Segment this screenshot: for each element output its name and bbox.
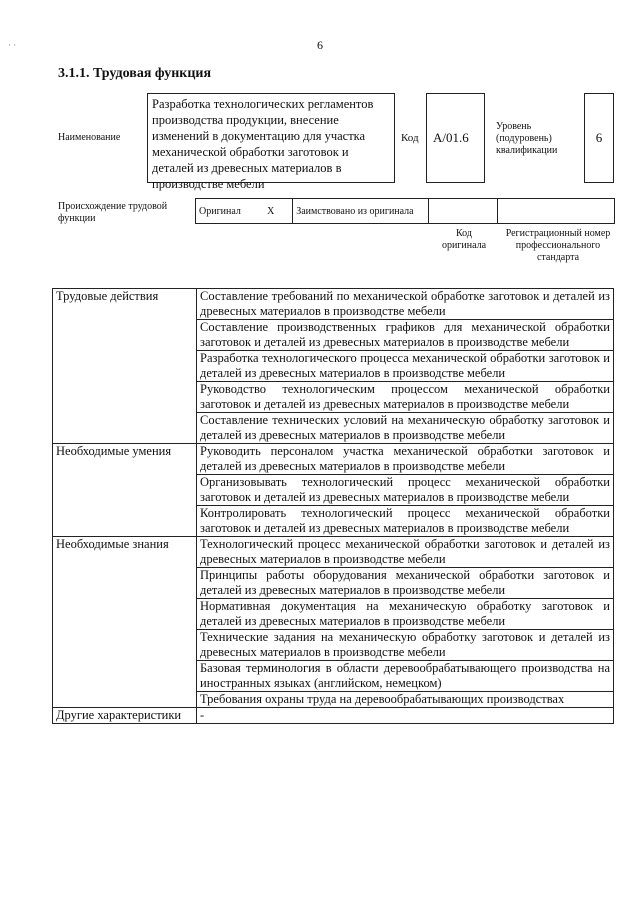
description-cell: Организовывать технологический процесс механической обработки заготовок и деталей из древесных материалов в производстве мебели	[197, 475, 614, 506]
table-row	[53, 289, 614, 320]
category-cell: Необходимые знания	[53, 537, 197, 708]
origin-table	[195, 198, 615, 224]
description-cell: Принципы работы оборудования механической обработки заготовок и деталей из древесных материалов в производстве мебели	[197, 568, 614, 599]
description-cell: Составление технических условий на механическую обработку заготовок и деталей из древесных материалов в производстве мебели	[197, 413, 614, 444]
scan-artifact: · ·	[8, 40, 17, 50]
original-mark: X	[264, 199, 293, 224]
function-name: Разработка технологических регламентов производства продукции, внесение изменений в документацию для участка механической обработки заготовок и деталей из древесных материалов в производстве мебели	[147, 93, 395, 183]
description-cell: -	[197, 708, 614, 724]
function-code: А/01.6	[426, 93, 485, 183]
level-label: Уровень (подуровень) квалификации	[496, 121, 558, 156]
description-cell: Технические задания на механическую обработку заготовок и деталей из древесных материалов в производстве мебели	[197, 630, 614, 661]
table-row	[53, 708, 614, 724]
description-cell: Контролировать технологический процесс механической обработки заготовок и деталей из древесных материалов в производстве мебели	[197, 506, 614, 537]
category-cell: Необходимые умения	[53, 444, 197, 537]
description-cell: Составление требований по механической обработке заготовок и деталей из древесных материалов в производстве мебели	[197, 289, 614, 320]
section-title: 3.1.1. Трудовая функция	[58, 66, 212, 81]
description-cell: Технологический процесс механической обработки заготовок и деталей из древесных материалов в производстве мебели	[197, 537, 614, 568]
description-cell: Руководство технологическим процессом механической обработки заготовок и деталей из древесных материалов в производстве мебели	[197, 382, 614, 413]
code-original-caption: Код оригинала	[441, 228, 487, 251]
reg-number-cell	[497, 199, 614, 224]
name-label: Наименование	[58, 132, 121, 143]
code-original-cell	[428, 199, 497, 224]
qualification-level: 6	[584, 93, 614, 183]
description-cell: Составление производственных графиков для механической обработки заготовок и деталей из древесных материалов в производстве мебели	[197, 320, 614, 351]
description-cell: Нормативная документация на механическую обработку заготовок и деталей из древесных материалов в производстве мебели	[197, 599, 614, 630]
description-cell: Базовая терминология в области деревообрабатывающего производства на иностранных языках (английском, немецком)	[197, 661, 614, 692]
description-cell: Руководить персоналом участка механической обработки заготовок и деталей из древесных материалов в производстве мебели	[197, 444, 614, 475]
page-number: 6	[317, 38, 323, 52]
description-cell: Разработка технологического процесса механической обработки заготовок и деталей из древесных материалов в производстве мебели	[197, 351, 614, 382]
category-cell: Другие характеристики	[53, 708, 197, 724]
table-row	[53, 444, 614, 475]
description-cell: Требования охраны труда на деревообрабатывающих производствах	[197, 692, 614, 708]
table-row	[53, 537, 614, 568]
function-table	[52, 288, 614, 724]
origin-label: Происхождение трудовой функции	[58, 201, 168, 224]
reg-number-caption: Регистрационный номер профессионального стандарта	[505, 228, 611, 263]
code-label: Код	[401, 132, 419, 144]
borrowed-label: Заимствовано из оригинала	[293, 199, 428, 224]
category-cell: Трудовые действия	[53, 289, 197, 444]
original-label: Оригинал	[196, 199, 265, 224]
